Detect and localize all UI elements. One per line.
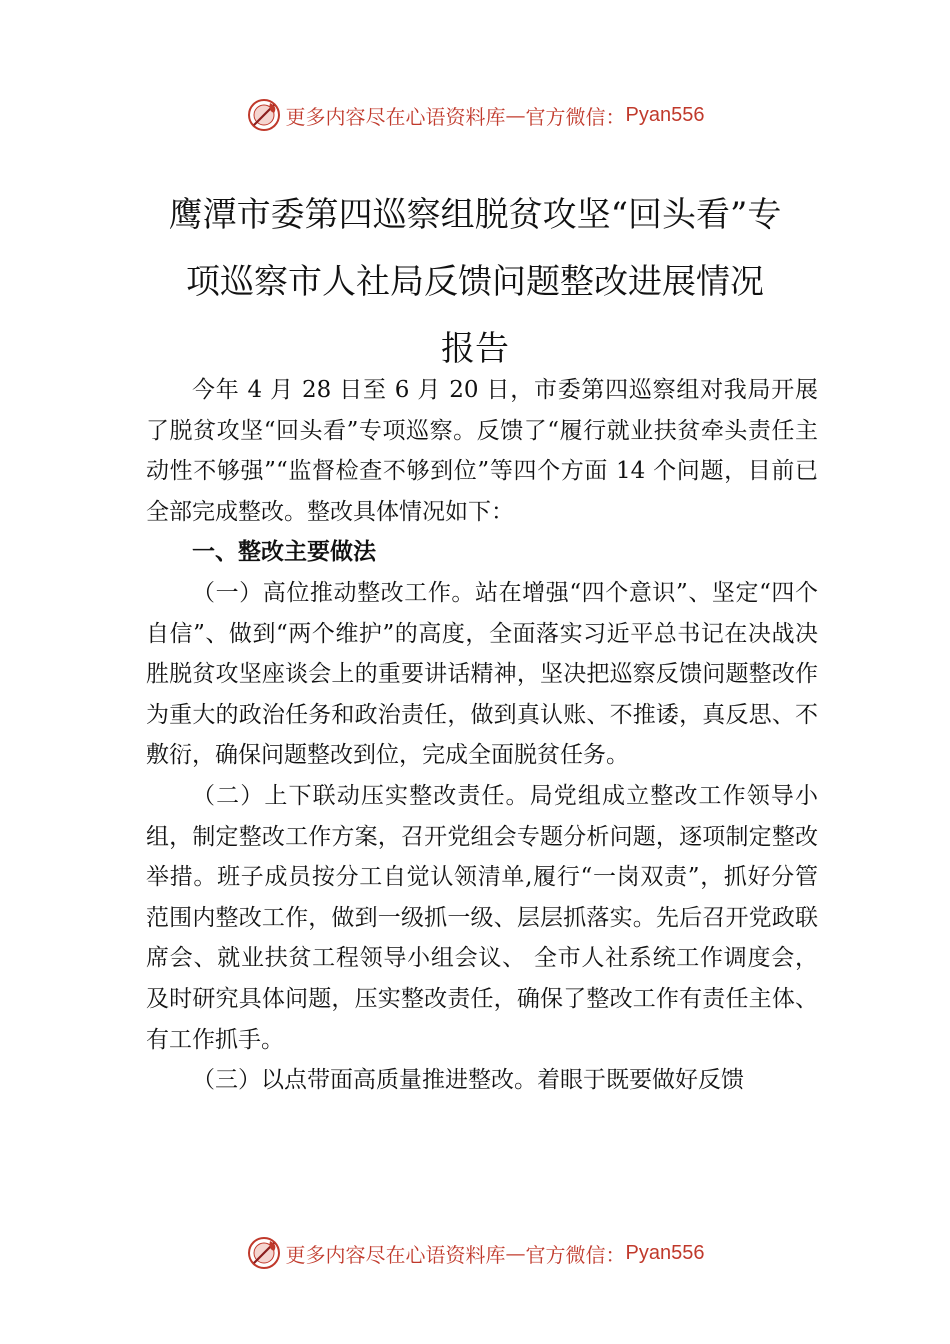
title-line-1: 鹰潭市委第四巡察组脱贫攻坚“回头看”专 (168, 195, 782, 235)
brand-name: 更多内容尽在心语资料库 (285, 104, 506, 129)
paragraph-3-body: 着眼于既要做好反馈 (537, 1067, 744, 1094)
banner-dash: — (505, 103, 526, 127)
contact-label: 官方微信： (525, 104, 626, 129)
footer-banner (0, 1230, 950, 1276)
banner-dash: — (505, 1241, 526, 1265)
brand-name: 更多内容尽在心语资料库 (285, 1242, 506, 1267)
document-body (146, 370, 818, 1101)
paragraph-1-body: 站在增强“四个意识”、坚定“四个自信”、做到“两个维护”的高度，全面落实习近平总书记在决战决胜脱贫攻坚座谈会上的重要讲话精神，坚决把巡察反馈问题整改作为重大的政治任务和政治责任，做到真认账、不推诿，真反思、不敷衍，确保问题整改到位，完成全面脱贫任务。 (146, 579, 819, 769)
paragraph-1 (146, 573, 818, 776)
paragraph-3-lead: （三）以点带面高质量推进整改。 (192, 1067, 537, 1094)
wechat-id: Pyan556 (625, 103, 705, 126)
quill-logo-icon (246, 97, 282, 133)
paragraph-2-lead: （二）上下联动压实整改责任。 (192, 782, 530, 809)
page-title (150, 182, 800, 383)
title-line-3: 报告 (441, 329, 509, 369)
paragraph-3 (146, 1060, 818, 1101)
paragraph-1-lead: （一）高位推动整改工作。 (192, 579, 475, 606)
section-heading-1: 一、整改主要做法 (192, 539, 376, 566)
header-banner (0, 92, 950, 138)
paragraph-2-body: 局党组成立整改工作领导小组，制定整改工作方案，召开党组会专题分析问题，逐项制定整改举措。班子成员按分工自觉认领清单,履行“一岗双责”，抓好分管范围内整改工作，做到一级抓一级、层层抓落实。先后召开党政联席会、就业扶贫工程领导小组会议、 全市人社系统工作调度会，及时研究具体问题，压实整改责任，确保了整改工作有责任主体、有工作抓手。 (146, 782, 819, 1053)
quill-logo-icon (246, 1235, 282, 1271)
contact-label: 官方微信： (525, 1242, 626, 1267)
title-line-2: 项巡察市人社局反馈问题整改进展情况 (186, 262, 764, 302)
wechat-id: Pyan556 (625, 1241, 705, 1264)
paragraph-2 (146, 776, 818, 1060)
intro-paragraph: 今年 4 月 28 日至 6 月 20 日，市委第四巡察组对我局开展了脱贫攻坚“回头看”专项巡察。反馈了“履行就业扶贫牵头责任主动性不够强”“监督检查不够到位”等四个方面 14 个问题，目前已全部完成整改。整改具体情况如下： (146, 377, 818, 525)
